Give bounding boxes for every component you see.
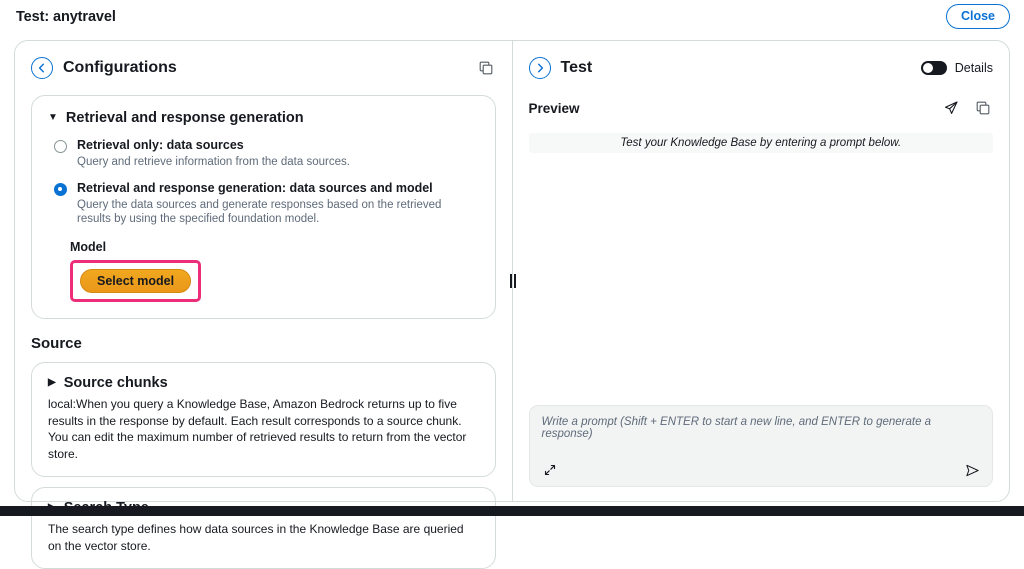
- select-model-highlight: [70, 260, 201, 302]
- radio-option-retrieval-and-generation[interactable]: [48, 181, 479, 226]
- bottom-strip: [0, 506, 1024, 516]
- details-toggle-knob: [923, 63, 933, 73]
- panel-resize-handle[interactable]: [507, 273, 519, 289]
- retrieval-card: [31, 95, 496, 319]
- details-toggle-label: Details: [954, 61, 993, 75]
- radio-retrieval-and-generation-text: [77, 181, 467, 226]
- test-title: Test: [560, 59, 593, 76]
- resize-bar: [510, 274, 512, 288]
- retrieval-section-title: [48, 110, 479, 126]
- prompt-icon-row: [540, 460, 983, 480]
- radio-retrieval-only-desc: Query and retrieve information from the data sources.: [77, 156, 350, 168]
- chevron-down-icon[interactable]: ▼: [48, 112, 58, 123]
- radio-retrieval-only-label: Retrieval only: data sources: [77, 138, 244, 152]
- chevron-right-icon[interactable]: [529, 57, 551, 79]
- resize-bar: [514, 274, 516, 288]
- preview-label: Preview: [528, 100, 580, 116]
- expand-arrows-icon[interactable]: [540, 460, 560, 480]
- window-titlebar: [0, 0, 1024, 34]
- select-model-button[interactable]: Select model: [80, 269, 191, 293]
- test-panel: [513, 41, 1010, 501]
- radio-retrieval-only-text: [77, 138, 350, 169]
- details-toggle[interactable]: [921, 61, 947, 75]
- copy-icon[interactable]: [973, 98, 993, 118]
- source-chunks-description: local:When you query a Knowledge Base, Amazon Bedrock returns up to five results in the response by default. Each result corresponds to a source chunk. You can edit the maximum number of retrieved results to return from the vector store.: [48, 397, 467, 461]
- chevron-right-icon[interactable]: ▶: [48, 377, 56, 388]
- test-header: [513, 41, 1010, 95]
- radio-retrieval-and-generation-desc: Query the data sources and generate responses based on the retrieved results by using the specified foundation model.: [77, 199, 442, 225]
- send-test-icon[interactable]: [941, 98, 961, 118]
- preview-row: [513, 95, 1010, 121]
- panels-container: [14, 40, 1010, 553]
- accordion-search-type[interactable]: [31, 487, 496, 569]
- source-chunks-title-text: Source chunks: [63, 375, 168, 391]
- accordion-source-chunks[interactable]: [31, 362, 496, 477]
- configurations-body: [15, 95, 512, 569]
- radio-retrieval-and-generation[interactable]: [54, 183, 67, 196]
- source-heading: Source: [31, 335, 82, 352]
- source-chunks-title: [48, 375, 479, 391]
- preview-actions: [941, 95, 993, 121]
- prompt-input-container[interactable]: [529, 405, 994, 487]
- configurations-header: [15, 41, 512, 95]
- page-title: Test: anytravel: [16, 9, 116, 25]
- close-button[interactable]: Close: [946, 4, 1010, 29]
- radio-option-retrieval-only[interactable]: [48, 138, 479, 169]
- radio-retrieval-only[interactable]: [54, 140, 67, 153]
- configurations-title: Configurations: [63, 59, 177, 76]
- send-icon[interactable]: [962, 460, 982, 480]
- model-label: Model: [70, 240, 107, 254]
- empty-state-hint: Test your Knowledge Base by entering a prompt below.: [529, 133, 994, 153]
- test-header-actions: [921, 61, 993, 75]
- chevron-left-icon[interactable]: [31, 57, 53, 79]
- copy-icon[interactable]: [476, 58, 496, 78]
- search-type-description: The search type defines how data sources in the Knowledge Base are queried on the vector store.: [48, 522, 464, 553]
- retrieval-title-text: Retrieval and response generation: [65, 110, 304, 126]
- radio-retrieval-and-generation-label: Retrieval and response generation: data sources and model: [77, 181, 433, 195]
- prompt-placeholder: Write a prompt (Shift + ENTER to start a new line, and ENTER to generate a response): [541, 416, 932, 440]
- configurations-header-actions: [476, 58, 496, 78]
- configurations-panel: [15, 41, 513, 553]
